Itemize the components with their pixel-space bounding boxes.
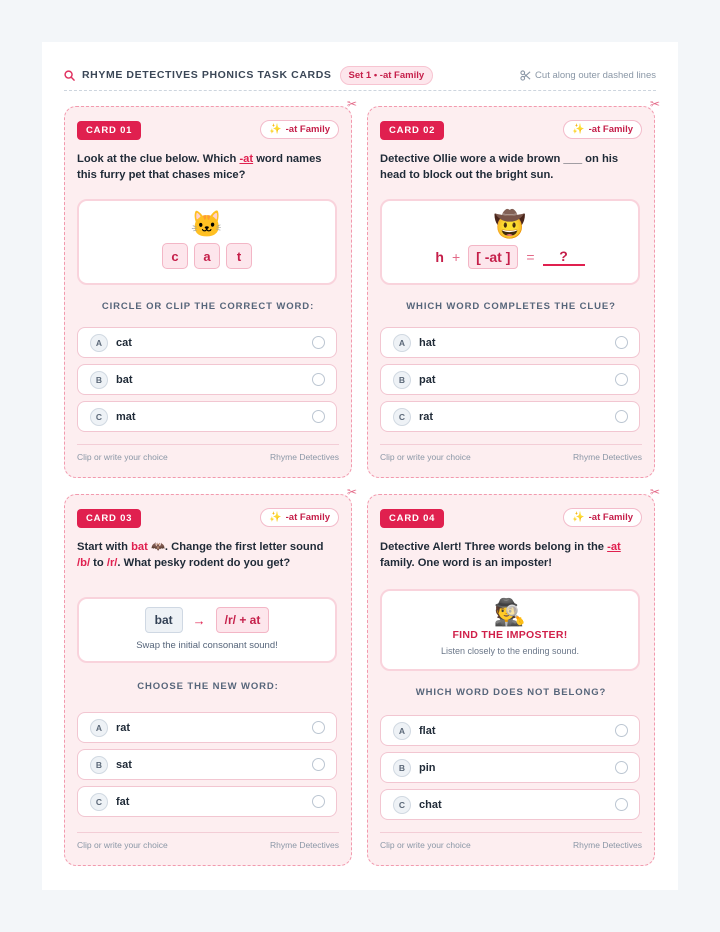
letter-tile: t (226, 243, 252, 269)
card-footer (380, 444, 642, 462)
option-letter: A (393, 334, 411, 352)
scissors-icon: ✂ (346, 485, 357, 499)
radio-button[interactable] (615, 798, 628, 811)
search-icon (64, 69, 76, 81)
radio-button[interactable] (312, 373, 325, 386)
footer-brand: Rhyme Detectives (270, 840, 339, 850)
plus-sign: + (451, 249, 461, 265)
scissors-icon: ✂ (649, 97, 660, 111)
sound-old: /b/ (77, 557, 91, 569)
answer-prompt: WHICH WORD COMPLETES THE CLUE? (406, 301, 616, 312)
option-c[interactable] (77, 786, 337, 817)
radio-button[interactable] (615, 336, 628, 349)
family-tag (260, 120, 339, 139)
question-text (77, 151, 339, 183)
letter-tile: c (162, 243, 188, 269)
question-part: Start with (77, 541, 132, 553)
option-word: rat (419, 410, 434, 423)
option-letter: C (90, 408, 108, 426)
family-tag-label: -at Family (588, 512, 633, 523)
clue-visual (77, 199, 337, 285)
question-part: Detective Alert! Three words belong in the (380, 541, 608, 553)
word-family-highlight: -at (607, 541, 621, 553)
option-letter: B (90, 756, 108, 774)
footer-brand: Rhyme Detectives (573, 840, 642, 850)
card-footer (77, 444, 339, 462)
swap-hint: Swap the initial consonant sound! (136, 640, 278, 651)
family-tag-label: -at Family (588, 124, 633, 135)
imposter-hint: Listen closely to the ending sound. (440, 646, 580, 656)
letter-tiles (79, 243, 335, 269)
option-word: bat (116, 373, 133, 386)
option-b[interactable] (77, 749, 337, 780)
base-word: bat (131, 541, 148, 553)
sparkle-icon: ✨ (572, 512, 585, 523)
family-tag (260, 508, 339, 527)
task-card-02 (367, 97, 660, 478)
rime-chunk: [ -at ] (468, 245, 518, 269)
radio-button[interactable] (615, 761, 628, 774)
cut-note-text: Cut along outer dashed lines (535, 69, 656, 81)
option-letter: B (90, 371, 108, 389)
answer-prompt: CIRCLE OR CLIP THE CORRECT WORD: (101, 301, 315, 312)
option-c[interactable] (380, 401, 640, 432)
question-part: Look at the clue below. Which (77, 153, 240, 165)
option-letter: C (393, 796, 411, 814)
question-text (77, 539, 339, 571)
option-letter: C (393, 408, 411, 426)
task-card-04 (367, 485, 660, 866)
word-family-highlight: -at (239, 153, 254, 165)
scissors-icon (520, 70, 531, 81)
scissors-icon: ✂ (346, 97, 357, 111)
answer-prompt: WHICH WORD DOES NOT BELONG? (415, 687, 607, 698)
footer-instruction: Clip or write your choice (380, 840, 471, 850)
option-b[interactable] (380, 752, 640, 783)
option-letter: C (90, 793, 108, 811)
set-badge: Set 1 • -at Family (340, 66, 434, 85)
question-part: to (90, 557, 107, 569)
arrow-right-icon: → (192, 612, 206, 628)
cowboy-hat-icon: 🤠 (493, 209, 527, 239)
option-a[interactable] (77, 712, 337, 743)
sparkle-icon: ✨ (269, 124, 282, 135)
card-badge: CARD 03 (77, 509, 141, 528)
option-b[interactable] (380, 364, 640, 395)
new-sound-chunk: /r/ + at (216, 607, 270, 633)
header-divider (64, 90, 656, 91)
radio-button[interactable] (312, 795, 325, 808)
sound-swap (79, 607, 335, 633)
option-word: pin (419, 761, 436, 774)
option-letter: A (393, 722, 411, 740)
sparkle-icon: ✨ (269, 512, 282, 523)
sound-new: /r/ (106, 557, 118, 569)
cat-icon: 🐱 (190, 209, 224, 239)
option-letter: B (393, 759, 411, 777)
question-text: Detective Ollie wore a wide brown ___ on his head to block out the bright sun. (380, 153, 619, 181)
word-equation (382, 245, 638, 269)
radio-button[interactable] (312, 336, 325, 349)
bat-icon: 🦇 (150, 541, 165, 553)
question-part: . What pesky rodent do you get? (117, 557, 291, 569)
radio-button[interactable] (615, 724, 628, 737)
card-badge: CARD 01 (77, 121, 141, 140)
onset-letter: h (435, 249, 444, 265)
footer-brand: Rhyme Detectives (270, 452, 339, 462)
option-b[interactable] (77, 364, 337, 395)
option-word: hat (419, 336, 436, 349)
option-word: chat (419, 798, 442, 811)
option-letter: A (90, 334, 108, 352)
card-badge: CARD 02 (380, 121, 444, 140)
option-word: mat (116, 410, 136, 423)
worksheet (42, 42, 678, 890)
imposter-title: FIND THE IMPOSTER! (452, 629, 568, 641)
option-a[interactable] (380, 715, 640, 746)
question-part: . Change the first letter sound (164, 541, 324, 553)
option-c[interactable] (77, 401, 337, 432)
scissors-icon: ✂ (649, 485, 660, 499)
family-tag (563, 508, 642, 527)
radio-button[interactable] (312, 721, 325, 734)
question-part: family. One word is an imposter! (380, 557, 552, 569)
option-word: rat (116, 721, 131, 734)
family-tag (563, 120, 642, 139)
task-card-01 (64, 97, 357, 478)
task-card-03 (64, 485, 357, 866)
clue-visual (380, 589, 640, 671)
answer-prompt: CHOOSE THE NEW WORD: (137, 681, 279, 692)
clue-visual (77, 597, 337, 663)
question-part: word names this furry pet that chases mice? (77, 153, 322, 181)
question-text (380, 539, 642, 571)
option-word: pat (419, 373, 436, 386)
option-word: fat (116, 795, 130, 808)
radio-button[interactable] (312, 758, 325, 771)
family-tag-label: -at Family (285, 512, 330, 523)
sparkle-icon: ✨ (572, 124, 585, 135)
letter-tile: a (194, 243, 220, 269)
family-tag-label: -at Family (285, 124, 330, 135)
clue-visual (380, 199, 640, 285)
header (64, 64, 656, 86)
card-footer (380, 832, 642, 850)
answer-blank: ? (543, 248, 585, 266)
footer-instruction: Clip or write your choice (77, 840, 168, 850)
option-a[interactable] (380, 327, 640, 358)
option-word: flat (419, 724, 436, 737)
original-word: bat (145, 607, 183, 633)
card-footer (77, 832, 339, 850)
radio-button[interactable] (615, 373, 628, 386)
option-letter: B (393, 371, 411, 389)
option-word: cat (116, 336, 132, 349)
equals-sign: = (526, 249, 535, 265)
option-c[interactable] (380, 789, 640, 820)
footer-instruction: Clip or write your choice (77, 452, 168, 462)
footer-instruction: Clip or write your choice (380, 452, 471, 462)
radio-button[interactable] (615, 410, 628, 423)
cut-note (520, 70, 656, 81)
option-letter: A (90, 719, 108, 737)
page-title: RHYME DETECTIVES PHONICS TASK CARDS (82, 69, 332, 81)
card-badge: CARD 04 (380, 509, 444, 528)
option-word: sat (116, 758, 132, 771)
detective-icon: 🕵️ (493, 597, 527, 627)
footer-brand: Rhyme Detectives (573, 452, 642, 462)
radio-button[interactable] (312, 410, 325, 423)
option-a[interactable] (77, 327, 337, 358)
